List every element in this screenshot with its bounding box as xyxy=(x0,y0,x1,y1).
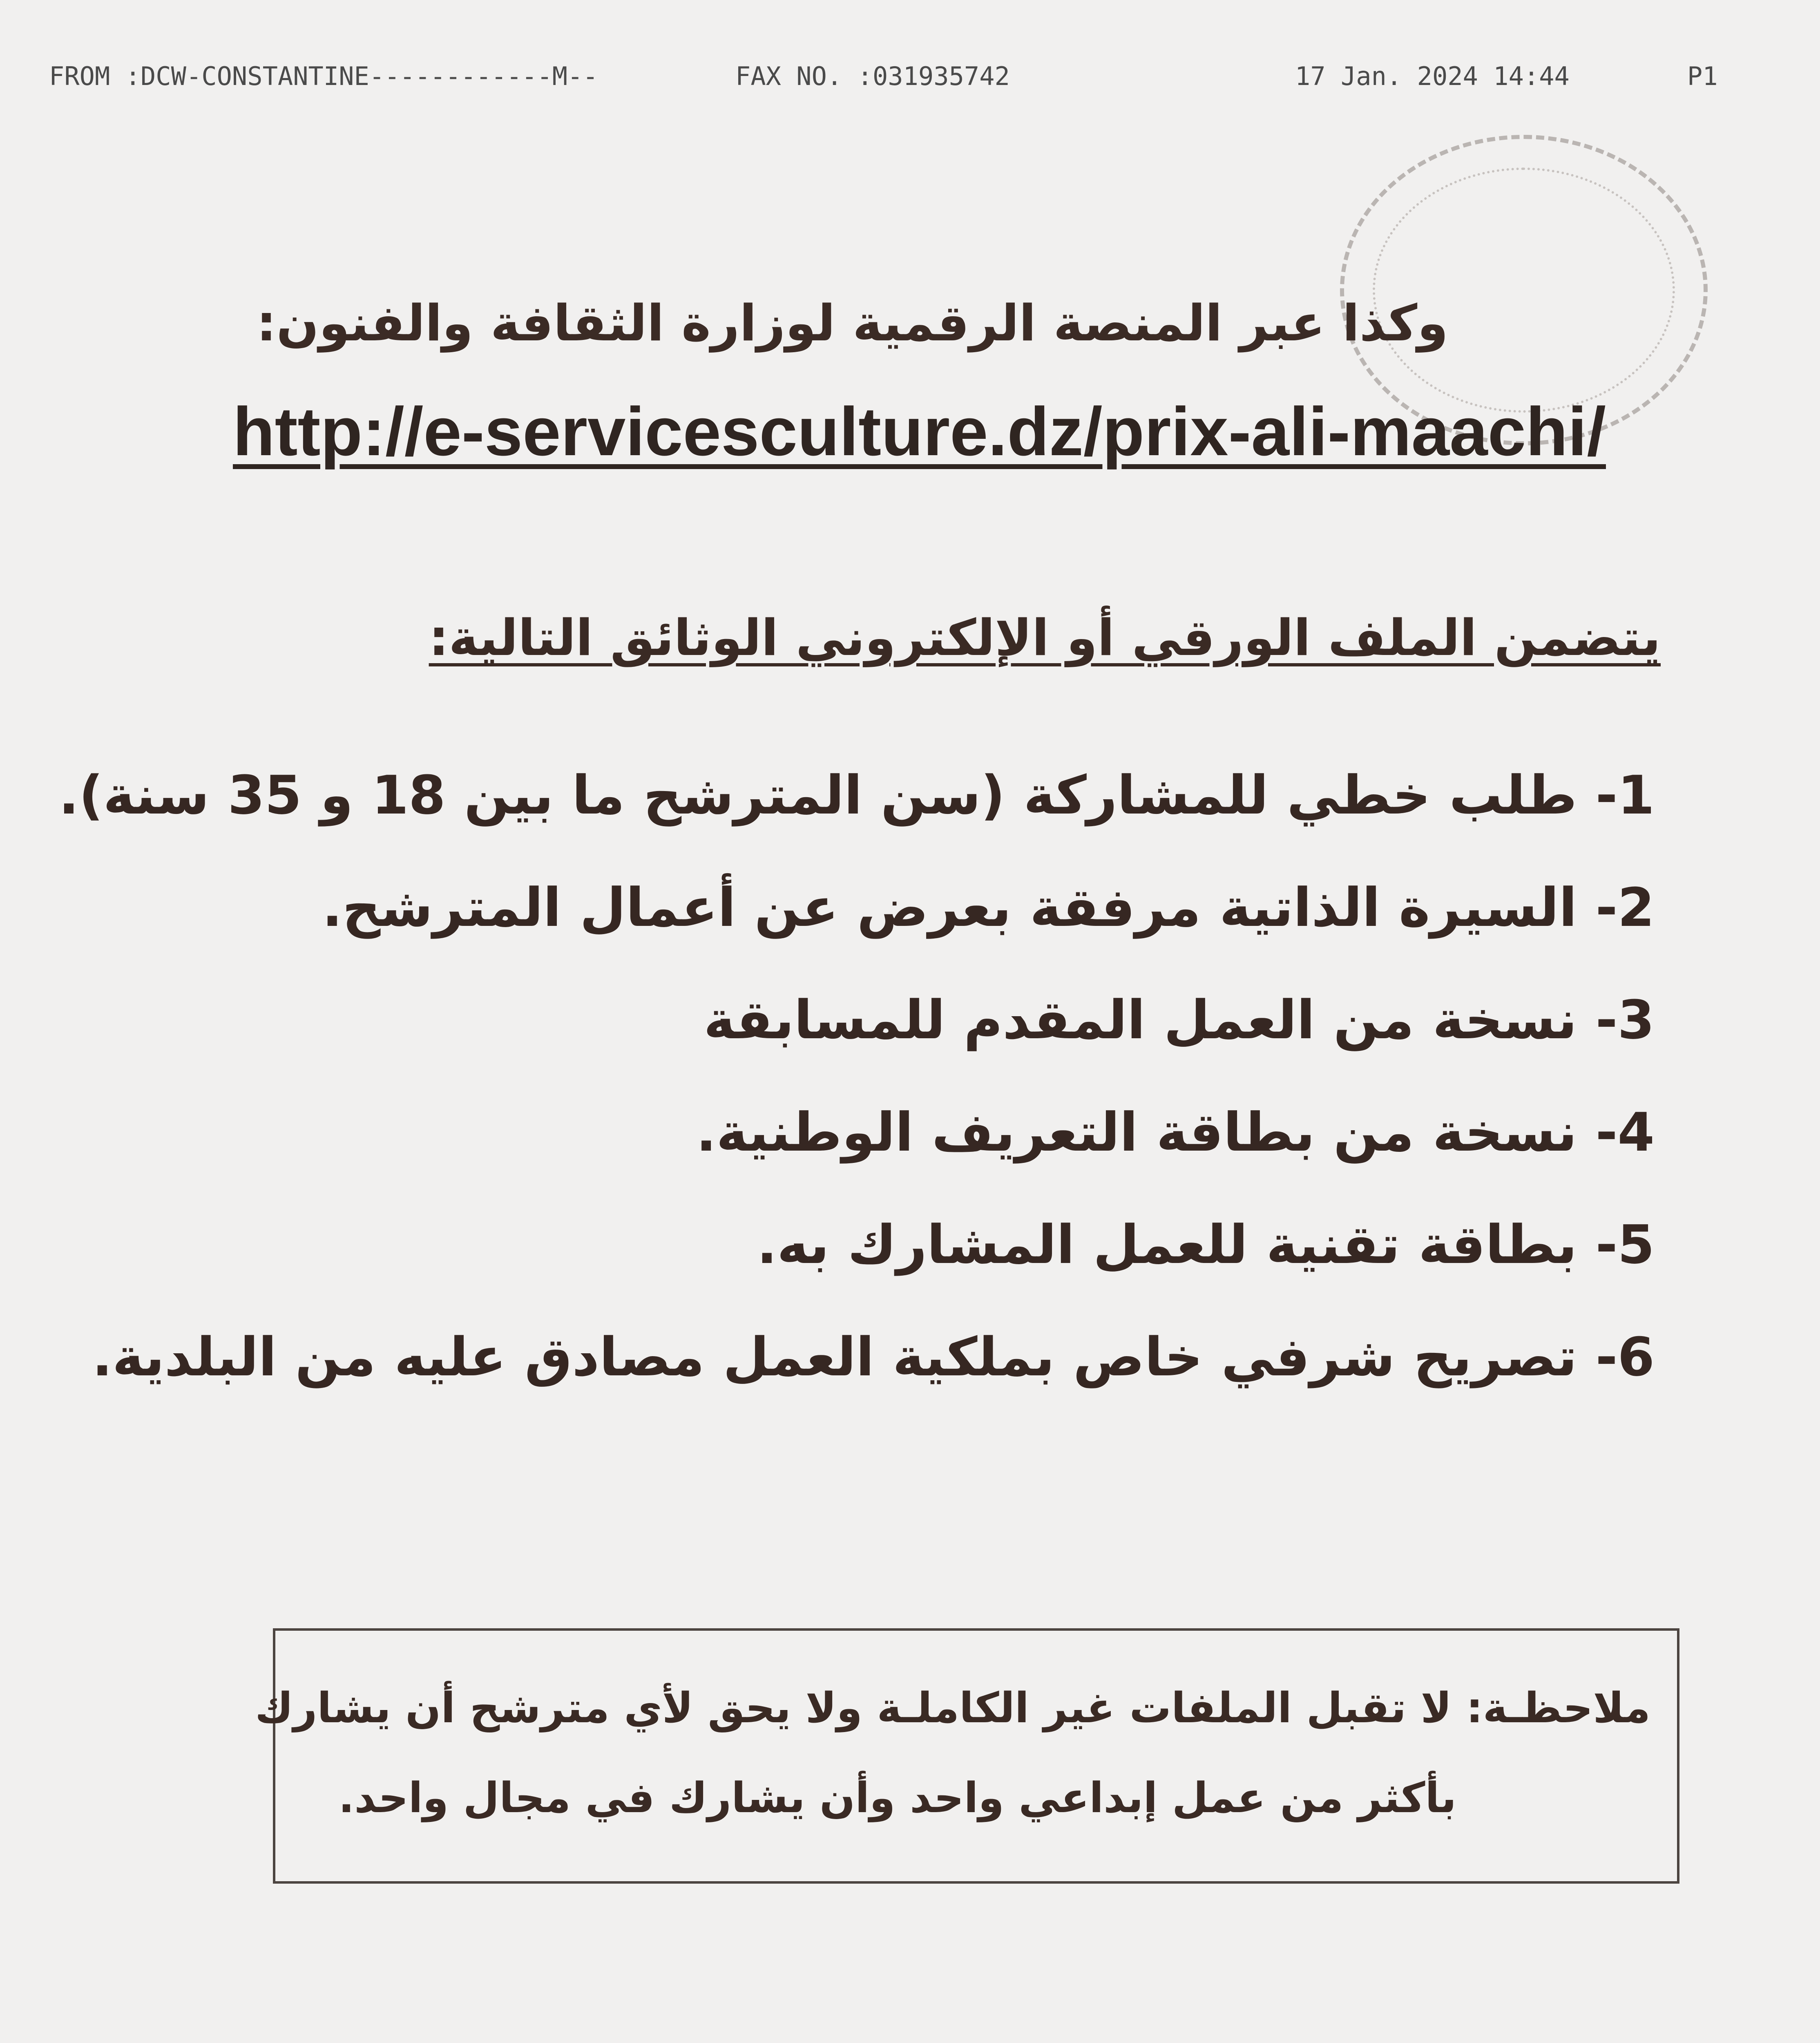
fax-header xyxy=(0,61,1820,98)
list-item: 5- بطاقة تقنية للعمل المشارك به. xyxy=(757,1214,1655,1276)
list-item: 3- نسخة من العمل المقدم للمسابقة xyxy=(703,989,1655,1051)
fax-from: FROM :DCW-CONSTANTINE------------M-- xyxy=(49,61,598,91)
documents-heading: يتضمن الملف الورقي أو الإلكتروني الوثائق التالية: xyxy=(429,609,1661,667)
fax-datetime: 17 Jan. 2024 14:44 xyxy=(1295,61,1570,91)
list-item: 6- تصريح شرفي خاص بملكية العمل مصادق عليه من البلدية. xyxy=(92,1326,1655,1388)
list-item: 4- نسخة من بطاقة التعريف الوطنية. xyxy=(696,1101,1655,1163)
note-line-1: ملاحظـة: لا تقبل الملفات غير الكاملـة ولا يحق لأي مترشح أن يشارك xyxy=(255,1684,1650,1732)
intro-text: وكذا عبر المنصة الرقمية لوزارة الثقافة والفنون: xyxy=(256,294,1448,352)
list-item: 1- طلب خطي للمشاركة (سن المترشح ما بين 18 و 35 سنة). xyxy=(58,764,1655,826)
note-line-2: بأكثر من عمل إبداعي واحد وأن يشارك في مجال واحد. xyxy=(338,1774,1456,1822)
note-box xyxy=(255,1628,1679,1884)
fax-number: FAX NO. :031935742 xyxy=(735,61,1010,91)
fax-page: P1 xyxy=(1687,61,1718,91)
documents-list xyxy=(58,764,1655,1438)
platform-url-link[interactable]: http://e-servicesculture.dz/prix-ali-maachi/ xyxy=(233,393,1606,470)
list-item: 2- السيرة الذاتية مرفقة بعرض عن أعمال المترشح. xyxy=(322,876,1655,939)
